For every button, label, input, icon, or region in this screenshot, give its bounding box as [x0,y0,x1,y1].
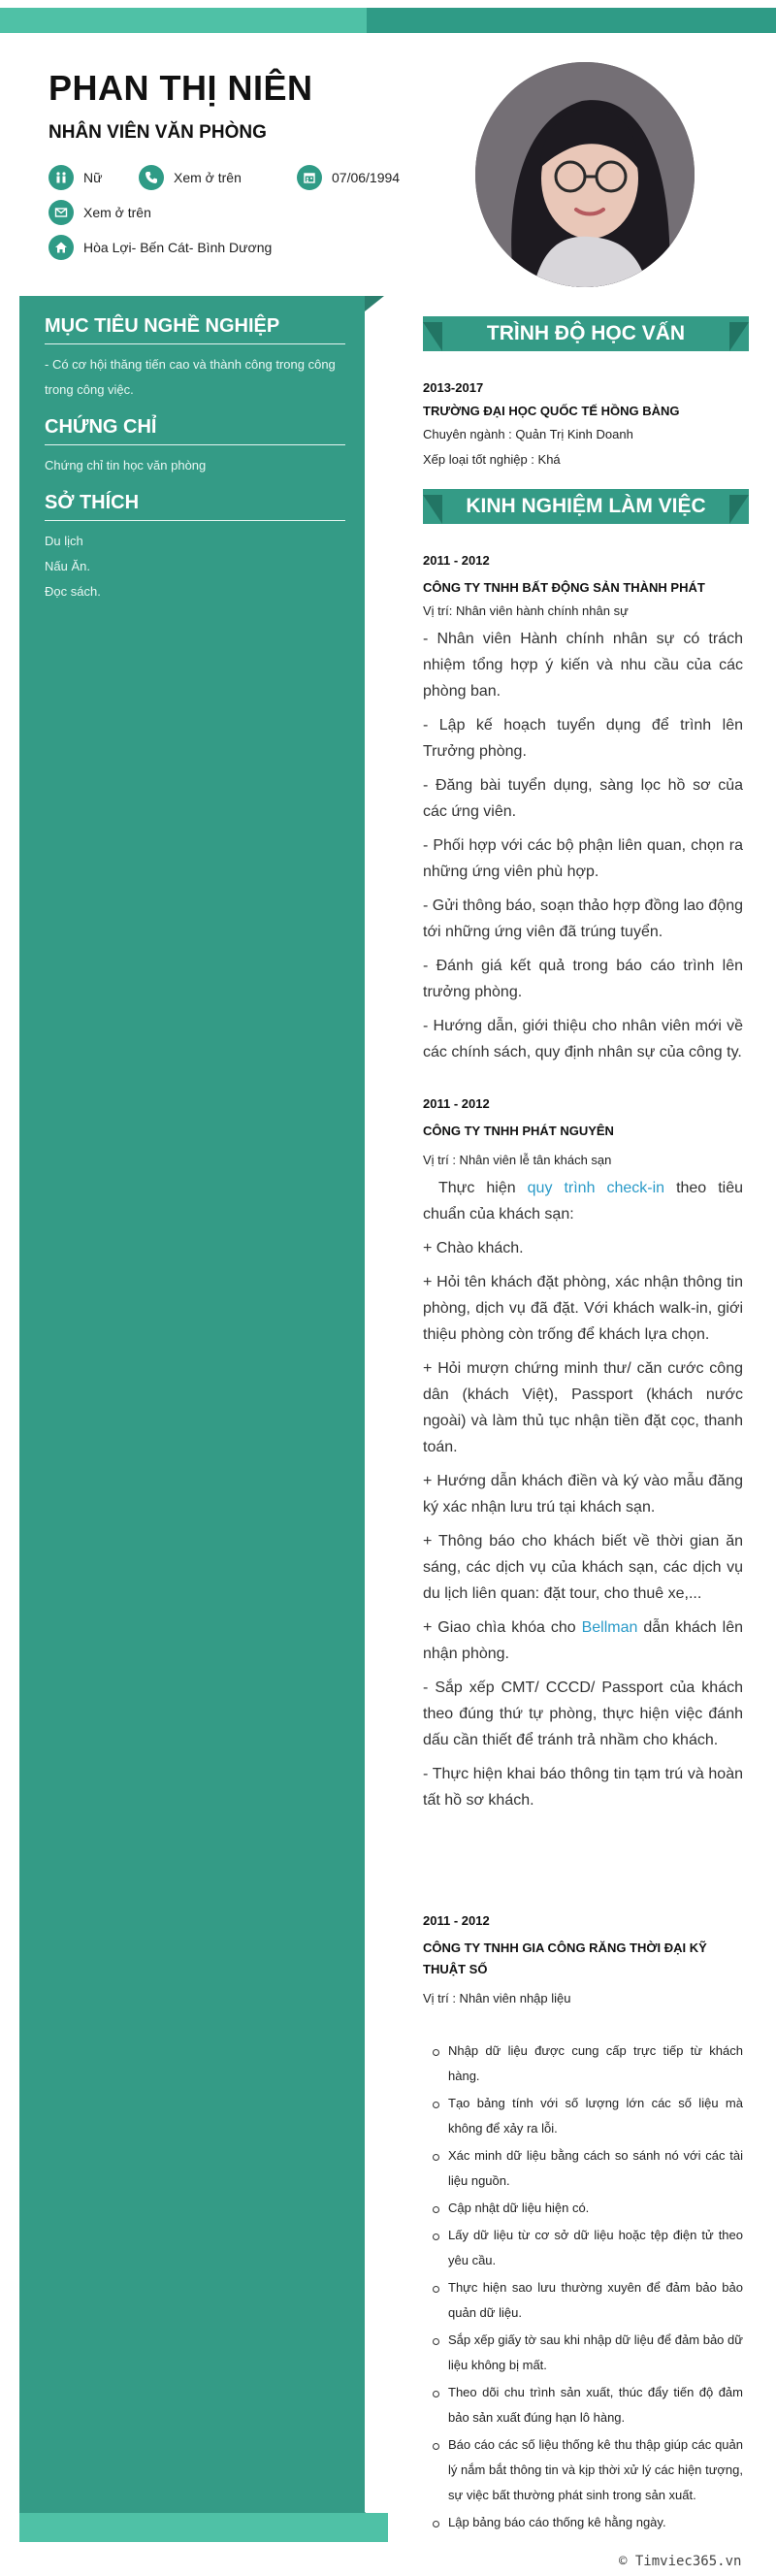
certificates-text: Chứng chỉ tin học văn phòng [45,458,207,473]
contact-address [48,235,272,260]
profile-photo-illustration [475,62,695,287]
list-item: Lập bảng báo cáo thống kê hằng ngày. [448,2510,743,2535]
email-icon [48,200,74,225]
contact-gender [48,165,102,190]
ribbon-ear-left [423,322,442,351]
company-name: CÔNG TY TNHH PHÁT NGUYÊN [423,1124,614,1138]
watermark: © Timviec365.vn [619,2554,742,2569]
hobbies-list [45,529,345,604]
education-grade: Xếp loại tốt nghiệp : Khá [423,452,561,467]
resume-header [48,68,466,144]
hobby-item: Du lịch [45,534,83,548]
job-period: 2011 - 2012 [423,1913,490,1928]
contact-phone [139,165,242,190]
birthday-value: 07/06/1994 [332,170,401,185]
duty-item: - Sắp xếp CMT/ CCCD/ Passport của khách theo đúng thứ tự phòng, thực hiện việc đánh dấu cần thiết để tránh trả nhầm cho khách. [423,1679,743,1748]
list-item: Cập nhật dữ liệu hiện có. [448,2196,743,2221]
phone-icon [139,165,164,190]
list-item: Tạo bảng tính với số lượng lớn các số liệu mà không để xảy ra lỗi. [448,2091,743,2141]
duty-key-text: dẫn khách lên nhận phòng. [423,1619,743,1662]
job-position: Vị trí: Nhân viên hành chính nhân sự [423,603,629,618]
ribbon-ear-left [423,495,442,524]
duty-intro-text: theo tiêu chuẩn của khách sạn: [423,1180,744,1223]
education-entry [423,380,743,473]
list-item: Thực hiện sao lưu thường xuyên để đảm bảo bảo quản dữ liệu. [448,2275,743,2326]
experience-ribbon [423,489,749,526]
education-major: Chuyên ngành : Quản Trị Kinh Doanh [423,427,633,441]
duty-key-text: + Giao chìa khóa cho [423,1619,582,1636]
list-item: Báo cáo các số liệu thống kê thu thập giúp các quản lý nắm bắt thông tin và kịp thời xử lý các hiện tượng, sự việc bất thường phát sinh trong sản xuất. [448,2432,743,2508]
bellman-link[interactable]: Bellman [581,1619,638,1636]
school-name: TRƯỜNG ĐẠI HỌC QUỐC TẾ HỒNG BÀNG [423,404,680,418]
certificates-title: CHỨNG CHỈ [45,416,345,445]
company-name: CÔNG TY TNHH GIA CÔNG RĂNG THỜI ĐẠI KỸ THUẬT SỐ [423,1940,707,1976]
list-item: Lấy dữ liệu từ cơ sở dữ liệu hoặc tệp điện tử theo yêu cầu. [448,2223,743,2273]
company-name: CÔNG TY TNHH BẤT ĐỘNG SẢN THÀNH PHÁT [423,580,705,595]
education-period: 2013-2017 [423,380,484,395]
duty-item: - Phối hợp với các bộ phận liên quan, chọn ra những ứng viên phù hợp. [423,837,743,880]
duty-item: - Gửi thông báo, soạn thảo hợp đồng lao động tới những ứng viên đã trúng tuyển. [423,897,743,940]
candidate-name: PHAN THỊ NIÊN [48,68,313,108]
education-section-title: TRÌNH ĐỘ HỌC VẤN [423,316,749,351]
job-entry-2 [423,1096,743,1813]
duty-item: - Đánh giá kết quả trong báo cáo trình lên trưởng phòng. [423,958,743,1000]
sidebar-content [45,315,345,604]
contact-email [48,200,151,225]
job-period: 2011 - 2012 [423,1096,490,1111]
gender-icon [48,165,74,190]
phone-value: Xem ở trên [174,170,242,185]
job-position: Vị trí : Nhân viên nhập liệu [423,1991,571,2005]
job-period: 2011 - 2012 [423,553,490,568]
address-value: Hòa Lợi- Bến Cát- Bình Dương [83,240,273,255]
contact-birthday [297,165,400,190]
education-ribbon [423,316,749,353]
hobby-item: Đọc sách. [45,584,101,599]
experience-section-title: KINH NGHIỆM LÀM VIỆC [423,489,749,524]
list-item: Nhập dữ liệu được cung cấp trực tiếp từ khách hàng. [448,2038,743,2089]
objective-title: MỤC TIÊU NGHỀ NGHIỆP [45,315,345,344]
duty-item: - Hướng dẫn, giới thiệu cho nhân viên mới về các chính sách, quy định nhân sự của công ty. [423,1018,743,1060]
duty-item: - Lập kế hoạch tuyển dụng để trình lên Trưởng phòng. [423,717,743,760]
duty-item: + Chào khách. [423,1240,524,1256]
duty-item: + Hỏi tên khách đặt phòng, xác nhận thông tin phòng, dịch vụ đã đặt. Với khách walk-in, giới thiệu phòng còn trống để khách lựa chọn. [423,1274,743,1343]
duty-item: - Nhân viên Hành chính nhân sự có trách nhiệm tổng hợp ý kiến và nhu cầu của các phòng ban. [423,631,743,700]
duty-item: - Đăng bài tuyển dụng, sàng lọc hồ sơ của các ứng viên. [423,777,743,820]
ribbon-ear-right [729,495,749,524]
list-item: Xác minh dữ liệu bằng cách so sánh nó với các tài liệu nguồn. [448,2143,743,2194]
ribbon-ear-right [729,322,749,351]
job-position: Vị trí : Nhân viên lễ tân khách sạn [423,1153,612,1167]
duty-item: + Hỏi mượn chứng minh thư/ căn cước công dân (khách Việt), Passport (khách nước ngoài) và làm thủ tục nhận tiền đặt cọc, thanh toán. [423,1360,743,1455]
sidebar-fold-top [365,296,384,311]
duty-intro [423,1175,743,1227]
gender-value: Nữ [83,170,103,185]
job-entry-1 [423,553,743,1065]
list-item: Theo dõi chu trình sản xuất, thúc đẩy tiến độ đảm bảo sản xuất đúng hạn lô hàng. [448,2380,743,2430]
checkin-link[interactable]: quy trình check-in [527,1180,665,1196]
sidebar [19,296,365,2527]
list-item: Sắp xếp giấy tờ sau khi nhập dữ liệu để đảm bảo dữ liệu không bị mất. [448,2328,743,2378]
top-banner [0,8,776,33]
calendar-icon [297,165,322,190]
job-entry-3 [423,1913,743,2537]
profile-photo [475,62,695,287]
home-icon [48,235,74,260]
hobby-item: Nấu Ăn. [45,559,90,573]
email-value: Xem ở trên [83,205,151,220]
duty-item: - Thực hiện khai báo thông tin tạm trú và hoàn tất hồ sơ khách. [423,1766,743,1809]
sidebar-bottom-band [19,2513,388,2542]
duty-intro-text: Thực hiện [438,1180,528,1196]
hobbies-title: SỞ THÍCH [45,492,345,521]
duty-item: + Hướng dẫn khách điền và ký vào mẫu đăng ký xác nhận lưu trú tại khách sạn. [423,1473,743,1516]
duty-item-key [423,1614,743,1667]
top-banner-accent [0,8,367,33]
job-title: NHÂN VIÊN VĂN PHÒNG [48,122,267,143]
duty-item: + Thông báo cho khách biết về thời gian ăn sáng, các dịch vụ của khách sạn, các dịch vụ du lịch liên quan: đặt tour, cho thuê xe,... [423,1533,743,1602]
duty-list [423,2038,743,2535]
objective-text: - Có cơ hội thăng tiến cao và thành công trong công trong công việc. [45,357,336,397]
